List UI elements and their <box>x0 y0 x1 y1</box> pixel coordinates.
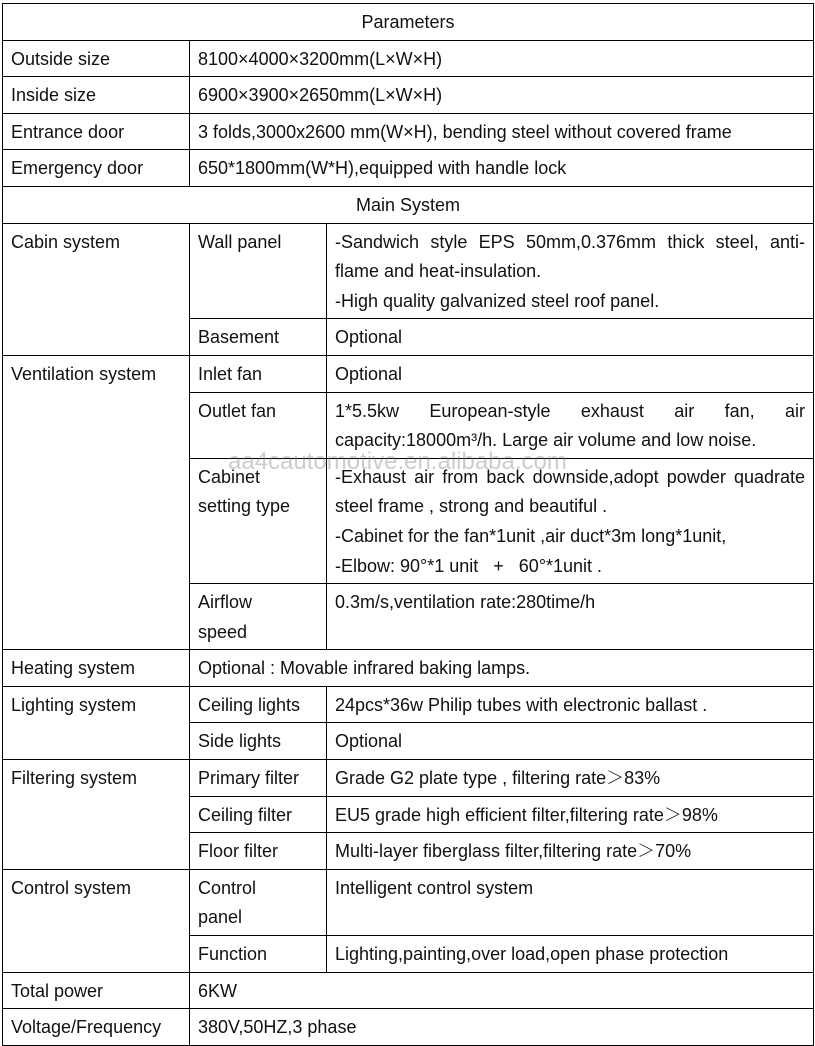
table-row <box>3 972 814 1009</box>
table-row <box>3 113 814 150</box>
wall-panel-line-1: -Sandwich style EPS 50mm,0.376mm thick steel, anti-flame and heat-insulation. <box>335 231 806 282</box>
control-system-label: Control system <box>3 869 190 972</box>
heating-system-label: Heating system <box>3 650 190 687</box>
table-row <box>3 650 814 687</box>
outside-size-label: Outside size <box>3 40 190 77</box>
airflow-speed-label <box>190 584 327 650</box>
cabinet-label-line-1: Cabinet <box>198 466 261 487</box>
table-row <box>3 869 814 935</box>
parameters-header: Parameters <box>3 4 814 41</box>
cabin-system-label: Cabin system <box>3 223 190 355</box>
floor-filter-label: Floor filter <box>190 833 327 870</box>
filtering-system-label: Filtering system <box>3 760 190 870</box>
main-system-header: Main System <box>3 186 814 223</box>
wall-panel-label: Wall panel <box>190 223 327 319</box>
function-label: Function <box>190 936 327 973</box>
table-row <box>3 760 814 797</box>
outside-size-value: 8100×4000×3200mm(L×W×H) <box>190 40 814 77</box>
heating-system-value: Optional : Movable infrared baking lamps. <box>190 650 814 687</box>
airflow-label-line-1: Airflow <box>198 592 253 613</box>
ventilation-system-label: Ventilation system <box>3 355 190 649</box>
control-panel-label-line-1: Control <box>198 877 257 898</box>
table-row <box>3 150 814 187</box>
inside-size-label: Inside size <box>3 77 190 114</box>
wall-panel-line-2: -High quality galvanized steel roof panel. <box>335 290 660 311</box>
primary-filter-value: Grade G2 plate type , filtering rate＞83% <box>327 760 814 797</box>
inlet-fan-label: Inlet fan <box>190 355 327 392</box>
control-panel-value: Intelligent control system <box>327 869 814 935</box>
control-panel-label <box>190 869 327 935</box>
voltage-frequency-label: Voltage/Frequency <box>3 1009 190 1046</box>
airflow-label-line-2: speed <box>198 621 248 642</box>
ceiling-lights-value: 24pcs*36w Philip tubes with electronic ballast . <box>327 686 814 723</box>
side-lights-label: Side lights <box>190 723 327 760</box>
spec-table <box>2 3 814 1046</box>
wall-panel-value <box>327 223 814 319</box>
floor-filter-value: Multi-layer fiberglass filter,filtering rate＞70% <box>327 833 814 870</box>
function-value: Lighting,painting,over load,open phase protection <box>327 936 814 973</box>
voltage-frequency-value: 380V,50HZ,3 phase <box>190 1009 814 1046</box>
lighting-system-label: Lighting system <box>3 686 190 759</box>
cabinet-line-2: -Cabinet for the fan*1unit ,air duct*3m long*1unit, <box>335 525 727 546</box>
cabinet-setting-value <box>327 458 814 583</box>
watermark-text: aa4cautomotive.en.alibaba.com <box>228 448 567 475</box>
emergency-door-value: 650*1800mm(W*H),equipped with handle lock <box>190 150 814 187</box>
entrance-door-value: 3 folds,3000x2600 mm(W×H), bending steel without covered frame <box>190 113 814 150</box>
table-row <box>3 40 814 77</box>
table-row <box>3 223 814 319</box>
basement-value: Optional <box>327 319 814 356</box>
outlet-fan-value: 1*5.5kw European-style exhaust air fan, air capacity:18000m³/h. Large air volume and low noise. <box>327 392 814 458</box>
table-row <box>3 1009 814 1046</box>
side-lights-value: Optional <box>327 723 814 760</box>
basement-label: Basement <box>190 319 327 356</box>
cabinet-line-3: -Elbow: 90°*1 unit + 60°*1unit . <box>335 555 603 576</box>
table-row <box>3 77 814 114</box>
emergency-door-label: Emergency door <box>3 150 190 187</box>
entrance-door-label: Entrance door <box>3 113 190 150</box>
cabinet-line-1: -Exhaust air from back downside,adopt powder quadrate steel frame , strong and beautiful . <box>335 466 806 517</box>
inlet-fan-value: Optional <box>327 355 814 392</box>
ceiling-lights-label: Ceiling lights <box>190 686 327 723</box>
total-power-value: 6KW <box>190 972 814 1009</box>
airflow-speed-value: 0.3m/s,ventilation rate:280time/h <box>327 584 814 650</box>
primary-filter-label: Primary filter <box>190 760 327 797</box>
table-row <box>3 686 814 723</box>
ceiling-filter-label: Ceiling filter <box>190 796 327 833</box>
cabinet-setting-label <box>190 458 327 583</box>
outlet-fan-label: Outlet fan <box>190 392 327 458</box>
control-panel-label-line-2: panel <box>198 907 243 928</box>
cabinet-label-line-2: setting type <box>198 496 291 517</box>
inside-size-value: 6900×3900×2650mm(L×W×H) <box>190 77 814 114</box>
table-row <box>3 355 814 392</box>
ceiling-filter-value: EU5 grade high efficient filter,filtering rate＞98% <box>327 796 814 833</box>
total-power-label: Total power <box>3 972 190 1009</box>
